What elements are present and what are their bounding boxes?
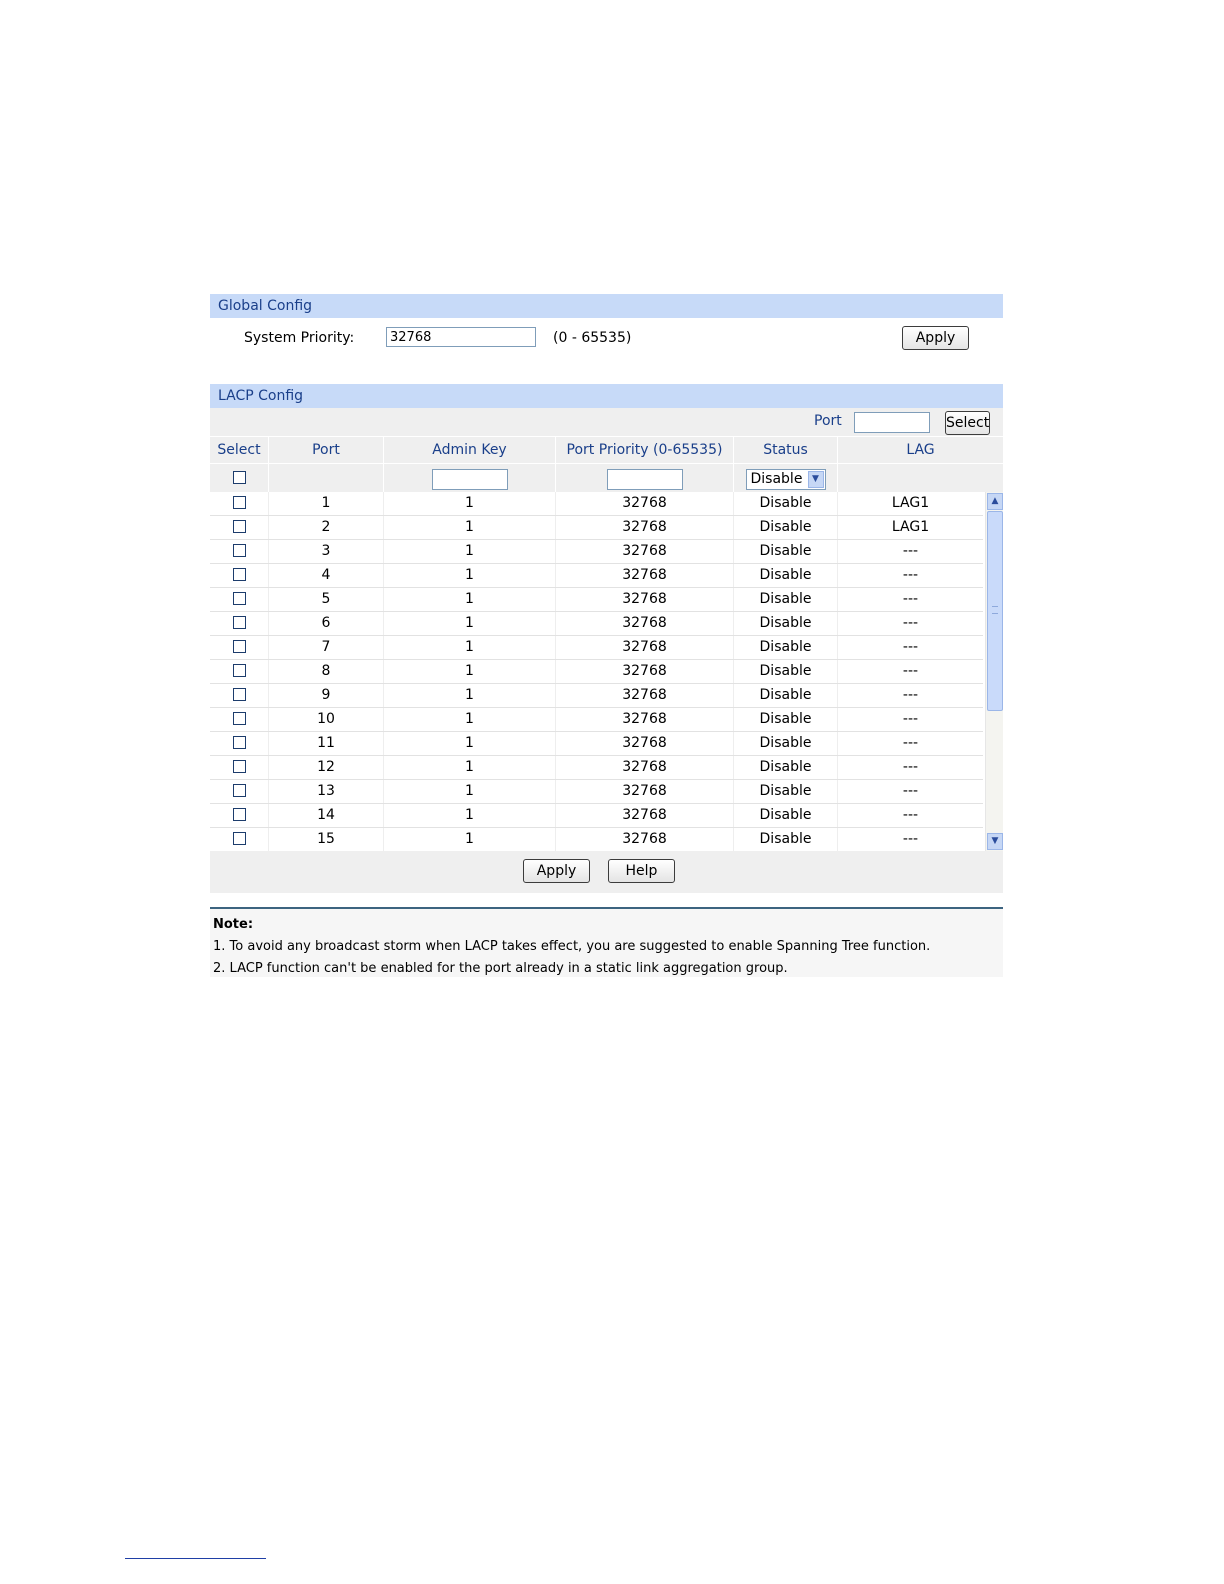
port-table-body xyxy=(210,492,1003,851)
table-row[interactable] xyxy=(210,540,983,564)
row-select-checkbox[interactable] xyxy=(233,664,246,677)
column-header-admin-key: Admin Key xyxy=(384,437,556,463)
row-select-checkbox[interactable] xyxy=(233,616,246,629)
row-port: 1 xyxy=(269,492,384,515)
row-port: 8 xyxy=(269,660,384,683)
port-search-row xyxy=(210,408,1003,436)
row-status: Disable xyxy=(734,780,838,803)
row-lag: --- xyxy=(902,639,919,655)
scrollbar-grip-icon xyxy=(992,606,998,614)
batch-status-dropdown[interactable] xyxy=(746,469,826,490)
row-select-checkbox[interactable] xyxy=(233,592,246,605)
row-select-checkbox[interactable] xyxy=(233,712,246,725)
column-header-port-priority: Port Priority (0-65535) xyxy=(556,437,734,463)
row-port-priority: 32768 xyxy=(556,540,734,563)
row-status: Disable xyxy=(734,804,838,827)
row-select-cell xyxy=(210,564,269,587)
row-admin-key: 1 xyxy=(384,492,556,515)
row-select-cell xyxy=(210,492,269,515)
lacp-config-panel xyxy=(210,384,1003,893)
row-port: 9 xyxy=(269,684,384,707)
row-select-checkbox[interactable] xyxy=(233,640,246,653)
table-row[interactable] xyxy=(210,756,983,780)
row-lag: --- xyxy=(902,567,919,583)
system-priority-input[interactable] xyxy=(386,327,536,347)
row-admin-key: 1 xyxy=(384,732,556,755)
table-scrollbar[interactable] xyxy=(985,492,1003,851)
table-row[interactable] xyxy=(210,516,983,540)
row-select-cell xyxy=(210,612,269,635)
row-select-checkbox[interactable] xyxy=(233,568,246,581)
row-lag: --- xyxy=(902,831,919,847)
table-row[interactable] xyxy=(210,732,983,756)
global-config-body xyxy=(210,318,1003,364)
table-row[interactable] xyxy=(210,684,983,708)
batch-admin-key-cell xyxy=(384,464,556,492)
port-search-input[interactable] xyxy=(854,412,930,433)
batch-select-cell xyxy=(210,464,269,492)
row-lag: --- xyxy=(902,591,919,607)
row-admin-key: 1 xyxy=(384,660,556,683)
row-lag: --- xyxy=(902,543,919,559)
batch-port-priority-input[interactable] xyxy=(607,469,683,490)
row-status: Disable xyxy=(734,828,838,851)
row-select-checkbox[interactable] xyxy=(233,736,246,749)
table-row[interactable] xyxy=(210,660,983,684)
row-lag: --- xyxy=(902,807,919,823)
table-row[interactable] xyxy=(210,588,983,612)
lacp-config-header: LACP Config xyxy=(210,384,1003,408)
row-admin-key: 1 xyxy=(384,780,556,803)
row-admin-key: 1 xyxy=(384,828,556,851)
table-row[interactable] xyxy=(210,492,983,516)
row-lag: --- xyxy=(902,783,919,799)
row-port: 12 xyxy=(269,756,384,779)
row-select-cell xyxy=(210,708,269,731)
chevron-down-icon: ▼ xyxy=(808,471,824,488)
table-actions-bar xyxy=(210,851,1003,893)
global-config-header: Global Config xyxy=(210,294,1003,318)
row-select-checkbox[interactable] xyxy=(233,808,246,821)
row-admin-key: 1 xyxy=(384,564,556,587)
row-select-cell xyxy=(210,804,269,827)
row-port-priority: 32768 xyxy=(556,804,734,827)
row-lag: LAG1 xyxy=(891,495,930,511)
table-row[interactable] xyxy=(210,564,983,588)
row-status: Disable xyxy=(734,588,838,611)
row-select-cell xyxy=(210,588,269,611)
row-lag: --- xyxy=(902,687,919,703)
row-select-checkbox[interactable] xyxy=(233,544,246,557)
port-table-rows xyxy=(210,492,983,851)
table-row[interactable] xyxy=(210,636,983,660)
row-select-cell xyxy=(210,660,269,683)
chevron-up-icon[interactable]: ▲ xyxy=(987,493,1003,510)
row-select-cell xyxy=(210,756,269,779)
row-port-priority: 32768 xyxy=(556,828,734,851)
batch-priority-cell xyxy=(556,464,734,492)
batch-admin-key-input[interactable] xyxy=(432,469,508,490)
row-select-cell xyxy=(210,636,269,659)
row-select-checkbox[interactable] xyxy=(233,784,246,797)
row-status: Disable xyxy=(734,612,838,635)
row-port-priority: 32768 xyxy=(556,684,734,707)
row-port-priority: 32768 xyxy=(556,732,734,755)
row-lag: --- xyxy=(902,735,919,751)
row-port-priority: 32768 xyxy=(556,588,734,611)
table-header-row xyxy=(210,436,1003,463)
row-port-priority: 32768 xyxy=(556,708,734,731)
port-search-label: Port xyxy=(814,413,842,429)
global-apply-button[interactable]: Apply xyxy=(902,326,969,350)
chevron-down-icon[interactable]: ▼ xyxy=(987,833,1003,850)
column-header-status: Status xyxy=(734,437,838,463)
row-port: 10 xyxy=(269,708,384,731)
row-status: Disable xyxy=(734,540,838,563)
system-priority-label: System Priority: xyxy=(244,330,355,346)
table-row[interactable] xyxy=(210,708,983,732)
batch-port-cell xyxy=(269,464,384,492)
row-admin-key: 1 xyxy=(384,756,556,779)
row-port: 14 xyxy=(269,804,384,827)
table-row[interactable] xyxy=(210,612,983,636)
row-select-checkbox[interactable] xyxy=(233,832,246,845)
row-admin-key: 1 xyxy=(384,636,556,659)
row-status: Disable xyxy=(734,708,838,731)
help-button[interactable]: Help xyxy=(608,859,675,883)
row-select-checkbox[interactable] xyxy=(233,496,246,509)
row-lag: --- xyxy=(902,759,919,775)
row-status: Disable xyxy=(734,492,838,515)
row-select-checkbox[interactable] xyxy=(233,760,246,773)
footer-rule xyxy=(125,1558,266,1559)
table-row[interactable] xyxy=(210,804,983,828)
row-status: Disable xyxy=(734,660,838,683)
system-priority-range: (0 - 65535) xyxy=(553,330,632,346)
note-title: Note: xyxy=(213,917,254,932)
row-port: 15 xyxy=(269,828,384,851)
row-admin-key: 1 xyxy=(384,804,556,827)
port-select-button[interactable]: Select xyxy=(945,411,990,435)
batch-edit-row xyxy=(210,463,1003,492)
row-port: 4 xyxy=(269,564,384,587)
column-header-select: Select xyxy=(210,437,269,463)
scrollbar-thumb[interactable] xyxy=(987,511,1003,711)
row-port-priority: 32768 xyxy=(556,780,734,803)
row-port: 11 xyxy=(269,732,384,755)
row-port: 7 xyxy=(269,636,384,659)
column-header-lag: LAG xyxy=(906,442,935,458)
batch-lag-cell xyxy=(838,464,1003,492)
table-row[interactable] xyxy=(210,780,983,804)
row-lag: --- xyxy=(902,615,919,631)
row-port-priority: 32768 xyxy=(556,660,734,683)
note-section xyxy=(210,907,1003,977)
row-admin-key: 1 xyxy=(384,588,556,611)
row-select-cell xyxy=(210,540,269,563)
row-lag: --- xyxy=(902,711,919,727)
row-port: 2 xyxy=(269,516,384,539)
row-port-priority: 32768 xyxy=(556,612,734,635)
row-port: 3 xyxy=(269,540,384,563)
row-admin-key: 1 xyxy=(384,708,556,731)
select-all-checkbox[interactable] xyxy=(233,471,246,484)
row-status: Disable xyxy=(734,516,838,539)
row-port: 6 xyxy=(269,612,384,635)
row-port-priority: 32768 xyxy=(556,516,734,539)
batch-status-value: Disable xyxy=(750,471,803,487)
row-port-priority: 32768 xyxy=(556,756,734,779)
row-admin-key: 1 xyxy=(384,516,556,539)
row-select-cell xyxy=(210,828,269,851)
row-status: Disable xyxy=(734,756,838,779)
row-port: 5 xyxy=(269,588,384,611)
row-port: 13 xyxy=(269,780,384,803)
row-lag: --- xyxy=(902,663,919,679)
row-admin-key: 1 xyxy=(384,684,556,707)
row-status: Disable xyxy=(734,732,838,755)
row-admin-key: 1 xyxy=(384,540,556,563)
note-line-1: 1. To avoid any broadcast storm when LACP takes effect, you are suggested to enable Spanning Tree function. xyxy=(213,939,931,954)
row-status: Disable xyxy=(734,564,838,587)
row-status: Disable xyxy=(734,684,838,707)
column-header-port: Port xyxy=(269,437,384,463)
row-select-cell xyxy=(210,516,269,539)
row-lag: LAG1 xyxy=(891,519,930,535)
row-port-priority: 32768 xyxy=(556,564,734,587)
table-row[interactable] xyxy=(210,828,983,851)
row-select-checkbox[interactable] xyxy=(233,688,246,701)
global-config-panel xyxy=(210,294,1003,364)
row-port-priority: 32768 xyxy=(556,492,734,515)
batch-status-cell xyxy=(734,464,838,492)
row-admin-key: 1 xyxy=(384,612,556,635)
row-port-priority: 32768 xyxy=(556,636,734,659)
lacp-apply-button[interactable]: Apply xyxy=(523,859,590,883)
row-select-cell xyxy=(210,684,269,707)
row-status: Disable xyxy=(734,636,838,659)
row-select-checkbox[interactable] xyxy=(233,520,246,533)
note-line-2: 2. LACP function can't be enabled for the port already in a static link aggregation group. xyxy=(213,961,788,976)
row-select-cell xyxy=(210,732,269,755)
row-select-cell xyxy=(210,780,269,803)
